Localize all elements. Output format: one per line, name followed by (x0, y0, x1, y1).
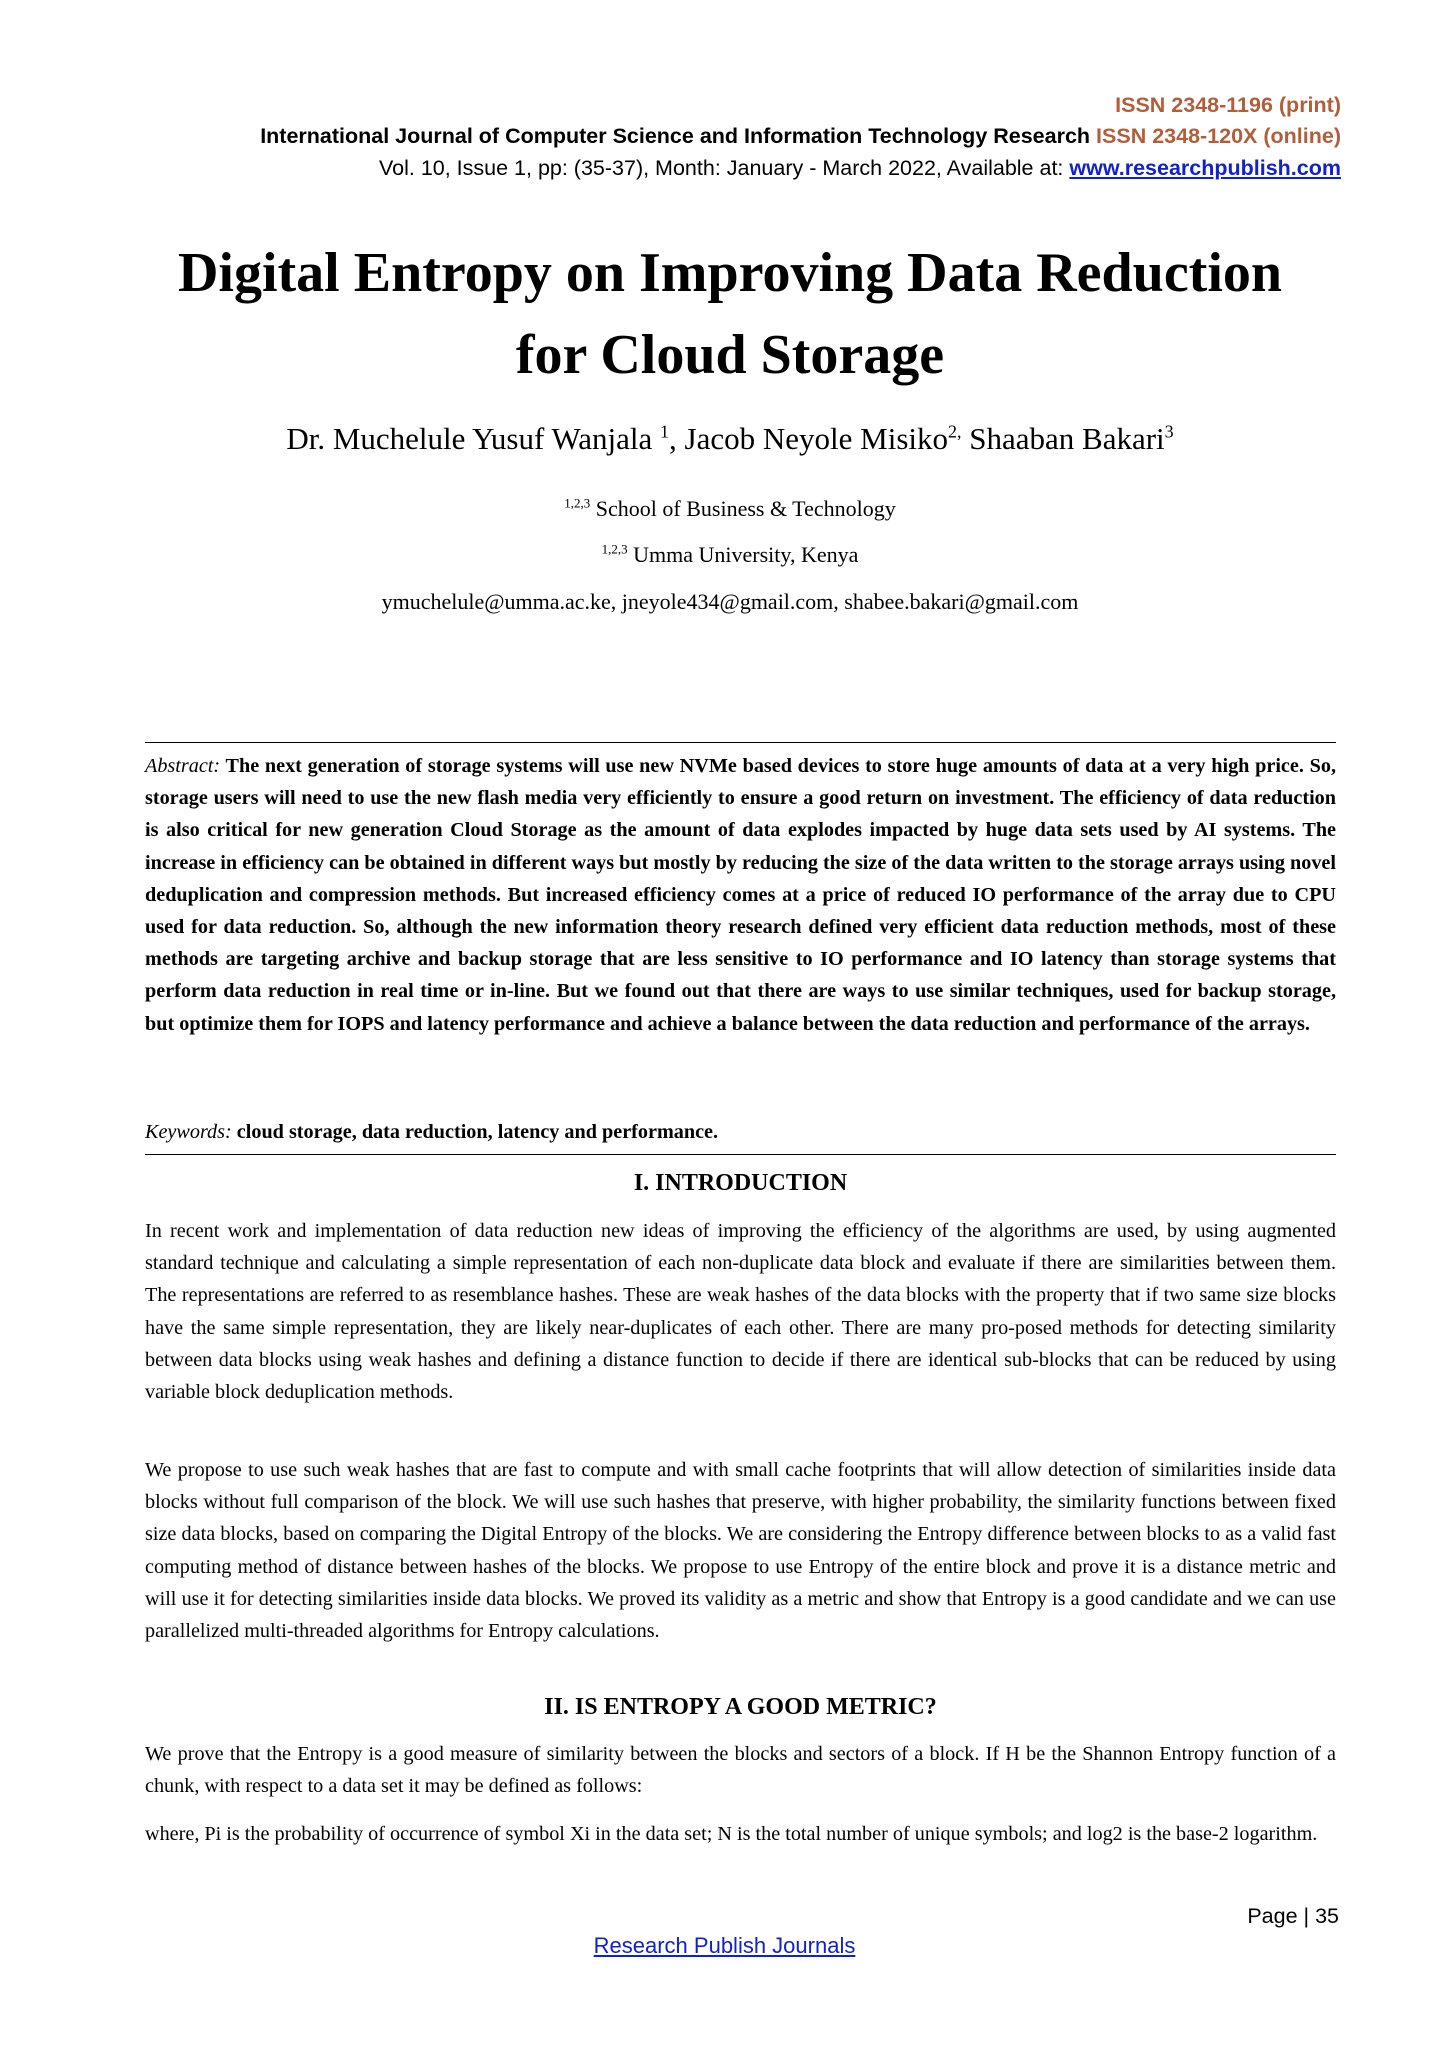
website-link[interactable]: www.researchpublish.com (1069, 156, 1341, 180)
abstract (145, 750, 1336, 1040)
footer (0, 1931, 1449, 1961)
section-heading-introduction: I. INTRODUCTION (633, 1170, 848, 1196)
author-2: , Jacob Neyole Misiko (669, 421, 949, 456)
school-name: School of Business & Technology (590, 496, 896, 521)
entropy-paragraph-2 (145, 1818, 1336, 1850)
author-emails: ymuchelule@umma.ac.ke, jneyole434@gmail.com, shabee.bakari@gmail.com (381, 589, 1079, 614)
intro-paragraph-1 (145, 1215, 1336, 1408)
volume-line (379, 152, 1341, 184)
author-1-affiliation: 1 (660, 421, 670, 442)
volume-info: Vol. 10, Issue 1, pp: (35-37), Month: January - March 2022, Available at: (378, 156, 1070, 180)
university-name: Umma University, Kenya (627, 542, 859, 567)
issn-print: ISSN 2348-1196 (print) (1115, 93, 1341, 117)
journal-header-line (260, 120, 1341, 152)
entropy-paragraph-2-text: where, Pi is the probability of occurrence of symbol Xi in the data set; N is the total number of unique symbols; and log2 is the base-2 logarithm. (145, 1823, 1318, 1845)
title-line-2: for Cloud Storage (515, 324, 945, 386)
intro-paragraph-2 (145, 1454, 1336, 1647)
author-3: Shaaban Bakari (961, 421, 1165, 456)
university-sup: 1,2,3 (601, 541, 628, 557)
keywords-text: cloud storage, data reduction, latency and performance. (231, 1121, 719, 1143)
page-number: Page | 35 (1247, 1904, 1339, 1928)
keywords (145, 1116, 1336, 1148)
abstract-label: Abstract: (145, 755, 221, 777)
school-sup: 1,2,3 (564, 495, 591, 511)
abstract-text: The next generation of storage systems will use new NVMe based devices to store huge amounts of data at a very high price. So, storage users will need to use the new flash media very efficiently to ensure a good return on investment. The efficiency of data reduction is also critical for new generation Cloud Storage as the amount of data explodes impacted by huge data sets used by AI systems. The increase in efficiency can be obtained in different ways but mostly by reducing the size of the data written to the storage arrays using novel deduplication and compression methods. But increased efficiency comes at a price of reduced IO performance of the array due to CPU used for data reduction. So, although the new information theory research defined very efficient data reduction methods, most of these methods are targeting archive and backup storage that are less sensitive to IO performance and IO latency than storage systems that perform data reduction in real time or in-line. But we found out that there are ways to use similar techniques, used for backup storage, but optimize them for IOPS and latency performance and achieve a balance between the data reduction and performance of the arrays. (145, 755, 1336, 1035)
issn-online: ISSN 2348-120X (online) (1096, 124, 1341, 148)
title-line-1: Digital Entropy on Improving Data Reduction (177, 242, 1283, 304)
author-3-affiliation: 3 (1164, 421, 1174, 442)
affiliation-university (150, 541, 1310, 569)
author-1: Dr. Muchelule Yusuf Wanjala (286, 421, 661, 456)
section-heading-entropy: II. IS ENTROPY A GOOD METRIC? (544, 1694, 937, 1720)
entropy-paragraph-1 (145, 1738, 1336, 1802)
intro-paragraph-1-text: In recent work and implementation of data reduction new ideas of improving the efficiency of the algorithms are used, by using augmented standard technique and calculating a simple representation of each non-duplicate data block and evaluate if there are similarities between them. The representations are referred to as resemblance hashes. These are weak hashes of the data blocks with the property that if two same size blocks have the same simple representation, they are likely near-duplicates of each other. There are many pro-posed methods for detecting similarity between data blocks using weak hashes and defining a distance function to decide if there are identical sub-blocks that can be reduced by using variable block deduplication methods. (145, 1220, 1336, 1404)
keywords-bottom-rule (145, 1154, 1336, 1155)
entropy-paragraph-1-text: We prove that the Entropy is a good measure of similarity between the blocks and sectors of a block. If H be the Shannon Entropy function of a chunk, with respect to a data set it may be defined as follows: (145, 1743, 1336, 1798)
abstract-top-rule (145, 742, 1336, 743)
keywords-label: Keywords: (145, 1121, 232, 1143)
publisher-link[interactable]: Research Publish Journals (593, 1933, 856, 1958)
journal-name: International Journal of Computer Science and Information Technology Research (260, 124, 1091, 148)
author-2-affiliation: 2, (948, 421, 962, 442)
paper-title (150, 232, 1310, 396)
author-list (150, 420, 1310, 458)
affiliation-school (150, 495, 1310, 523)
intro-paragraph-2-text: We propose to use such weak hashes that are fast to compute and with small cache footprints that will allow detection of similarities inside data blocks without full comparison of the block. We will use such hashes that preserve, with higher probability, the similarity functions between fixed size data blocks, based on comparing the Digital Entropy of the blocks. We are considering the Entropy difference between blocks to as a valid fast computing method of distance between hashes of the blocks. We propose to use Entropy of the entire block and prove it is a distance metric and will use it for detecting similarities inside data blocks. We proved its validity as a metric and show that Entropy is a good candidate and we can use parallelized multi-threaded algorithms for Entropy calculations. (145, 1459, 1336, 1643)
